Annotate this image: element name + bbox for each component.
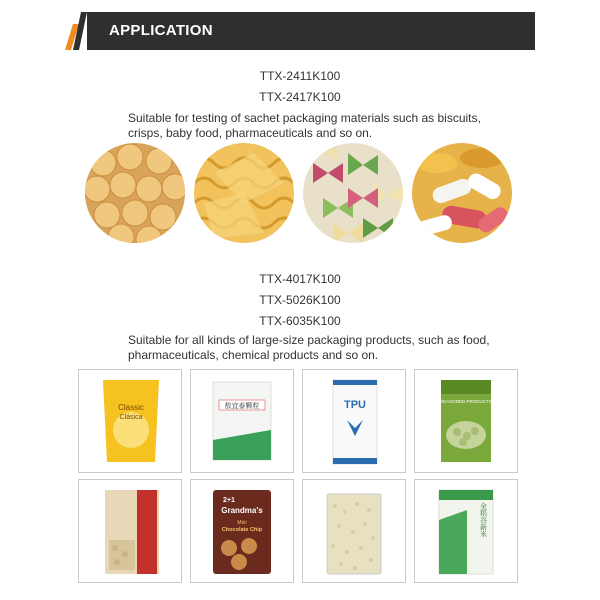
product-card-kraft-bag	[78, 479, 182, 583]
pkg-text: Clásica	[119, 414, 143, 421]
pkg-text: SEASONED PRODUCTS	[440, 399, 492, 404]
pkg-text: 2+1	[223, 497, 235, 504]
potato-crisps-image	[194, 143, 294, 243]
model-list-1	[0, 66, 600, 108]
description-2: Suitable for all kinds of large-size packaging products, such as food, pharmaceuticals, chemical products and so on.	[128, 333, 490, 362]
product-card-cookie-bag	[190, 479, 294, 583]
model-name: TTX-6035K100	[259, 314, 341, 328]
pkg-text: Grandma's	[221, 506, 263, 515]
section-header	[65, 12, 535, 50]
model-name: TTX-4017K100	[259, 272, 341, 286]
model-name: TTX-2417K100	[259, 90, 341, 104]
pkg-text: Mini	[237, 520, 247, 526]
product-card-white-pouch	[190, 369, 294, 473]
biscuit-balls-image	[85, 143, 185, 243]
pkg-text: Chocolate Chip	[221, 527, 263, 533]
product-card-tpu-sack	[302, 369, 406, 473]
product-card-rice-bag	[302, 479, 406, 583]
pkg-text: 金稻谷新米	[479, 502, 487, 538]
product-card-rice-green-bag	[414, 479, 518, 583]
pkg-text: Classic	[118, 403, 144, 412]
model-name: TTX-5026K100	[259, 293, 341, 307]
pills-capsules-image	[412, 143, 512, 243]
description-1: Suitable for testing of sachet packaging materials such as biscuits, crisps, baby food, pharmaceuticals and so on.	[128, 111, 481, 140]
product-card-crisps-bag	[78, 369, 182, 473]
pkg-text: TPU	[344, 399, 366, 411]
model-name: TTX-2411K100	[259, 69, 341, 83]
colored-pasta-image	[303, 143, 403, 243]
pkg-text: 敖宜泰颗粒	[224, 403, 260, 410]
product-card-green-pouch	[414, 369, 518, 473]
model-list-2	[0, 269, 600, 332]
section-title: APPLICATION	[109, 22, 213, 39]
